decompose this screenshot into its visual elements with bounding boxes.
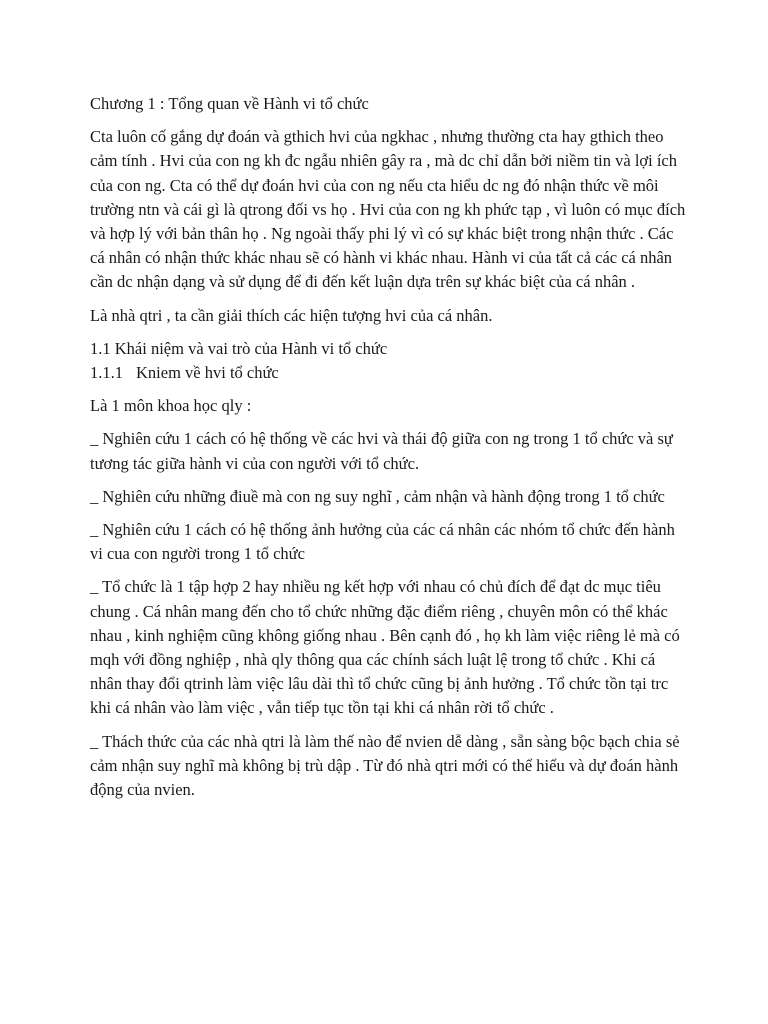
section-heading: 1.1 Khái niệm và vai trò của Hành vi tổ chức (90, 338, 388, 358)
document-body (90, 92, 690, 811)
subsection-number: 1.1.1 (90, 363, 123, 383)
point-paragraph: _ Nghiên cứu 1 cách có hệ thống ảnh hưởng của các cá nhân các nhóm tổ chức đến hành vi cua con người trong 1 tổ chức (90, 520, 675, 564)
subsection-title: Kniem về hvi tổ chức (136, 363, 279, 383)
point-paragraph: _ Thách thức của các nhà qtri là làm thế nào để nvien dễ dàng , sẵn sàng bộc bạch chia sẻ cảm nhận suy nghĩ mà không bị trù dập . Từ đó nhà qtri mới có thể hiểu và dự đoán hành động của nvien. (90, 731, 680, 800)
point-paragraph: _ Nghiên cứu những điuề mà con ng suy nghĩ , cảm nhận và hành động trong 1 tổ chức (90, 486, 665, 506)
subsection-heading (90, 361, 690, 385)
definition-lead: Là 1 môn khoa học qly : (90, 396, 252, 416)
point-paragraph: _ Nghiên cứu 1 cách có hệ thống về các hvi và thái độ giữa con ng trong 1 tổ chức và sự tương tác giữa hành vi của con người với tổ chức. (90, 429, 673, 473)
chapter-title: Chương 1 : Tổng quan về Hành vi tổ chức (90, 94, 369, 113)
point-paragraph: _ Tổ chức là 1 tập hợp 2 hay nhiều ng kết hợp với nhau có chủ đích để đạt dc mục tiêu chung . Cá nhân mang đến cho tổ chức những đặc điểm riêng , chuyên môn có thể khác nhau , kinh nghiệm cũng không giống nhau . Bên cạnh đó , họ kh làm việc riêng lẻ mà có mqh với đồng nghiệp , nhà qly thông qua các chính sách luật lệ trong tổ chức . Khi cá nhân thay đổi qtrinh làm việc lâu dài thì tổ chức cũng bị ảnh hưởng . Tổ chức tồn tại trc khi cá nhân vào làm việc , vẫn tiếp tục tồn tại khi cá nhân rời tổ chức . (90, 577, 680, 718)
intro-paragraph: Cta luôn cố gắng dự đoán và gthich hvi của ngkhac , nhưng thường cta hay gthich theo cảm tính . Hvi của con ng kh đc ngẫu nhiên gây ra , mà dc chỉ dẫn bởi niềm tin và lợi ích của con ng. Cta có thể dự đoán hvi của con ng nếu cta hiểu dc ng đó nhận thức về môi trường ntn và cái gì là qtrong đối vs họ . Hvi của con ng kh phức tạp , vì luôn có mục đích và hợp lý với bản thân họ . Ng ngoài thấy phi lý vì có sự khác biệt trong nhận thức . Các cá nhân có nhận thức khác nhau sẽ có hành vi khác nhau. Hành vi của tất cả các cá nhân cần dc nhận dạng và sử dụng để đi đến kết luận dựa trên sự khác biệt của cá nhân . (90, 127, 686, 292)
manager-note: Là nhà qtri , ta cần giải thích các hiện tượng hvi của cá nhân. (90, 305, 493, 325)
